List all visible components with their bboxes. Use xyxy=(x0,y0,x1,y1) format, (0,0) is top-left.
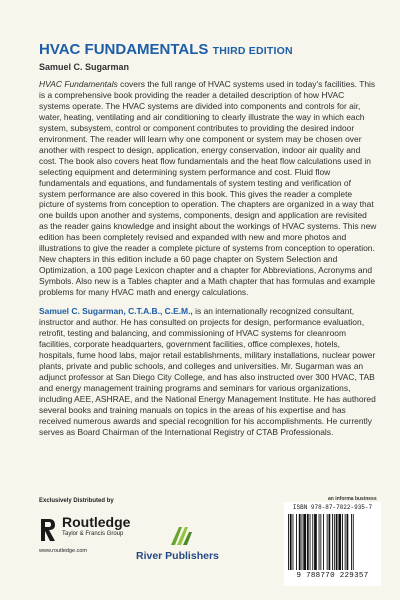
barcode-bar xyxy=(288,514,289,570)
bio-author-name: Samuel C. Sugarman, C.T.A.B., C.E.M., xyxy=(39,306,193,317)
barcode-bar xyxy=(312,514,313,570)
barcode-bar xyxy=(290,514,292,570)
barcode-bar xyxy=(307,514,309,570)
barcode-bar xyxy=(347,514,349,570)
bio-text: is an internationally recognized consultant, instructor and author. He has consulted on projects for design, performance evaluation, retrofit, testing and balancing, and commissioning of HVAC systems for cleanroom facilities, corporate headquarters, government facilities, office complexes, hotels, hospitals, fume hood labs, major retail establishments, military installations, nuclear power plants, private and public schools, and colleges and universities. Mr. Sugarman was an adjunct professor at San Diego City College, and has also instructed over 300 HVAC, TAB and energy management training programs and seminars for various organizations, including AEE, ASHRAE, and the National Energy Management Institute. He has authored several books and training manuals on topics in the areas of his expertise and has received numerous awards and special recognition for his accomplishments. He currently serves as Board Chairman of the International Registry of CTAB Professionals. xyxy=(39,306,376,437)
distributed-by-label: Exclusively Distributed by xyxy=(39,498,114,504)
barcode-bar xyxy=(303,514,306,570)
barcode-bar xyxy=(332,514,333,570)
routledge-name: Routledge xyxy=(62,514,131,530)
cover-text-column xyxy=(39,42,377,438)
routledge-subtitle: Taylor & Francis Group xyxy=(62,531,124,537)
publisher-footer xyxy=(0,494,400,600)
barcode-bar xyxy=(353,514,354,570)
barcode-bars xyxy=(284,514,381,572)
barcode-bar xyxy=(296,514,297,570)
barcode-bar xyxy=(320,514,321,570)
barcode-digits: 9 788770 229357 xyxy=(296,572,369,580)
river-publishers-emblem-icon xyxy=(168,524,194,548)
barcode-bar xyxy=(329,514,331,570)
barcode-bar xyxy=(310,514,311,570)
barcode-bar xyxy=(334,514,335,570)
barcode-bar xyxy=(336,514,338,570)
barcode-bar xyxy=(338,514,341,570)
description-text: covers the full range of HVAC systems used in today's facilities. This is a comprehensive book providing the reader a detailed description of how HVAC systems operate. The HVAC systems are divided into components and controls for air, water, heating, ventilating and air conditioning to clearly illustrate the way in which each system, subsystem, control or component contributes to providing the desired indoor environment. The reader will learn why one component or system may be chosen over another with respect to design, application, energy conservation, indoor air quality and cost. The book also covers heat flow fundamentals and the heat flow calculations used in selecting equipment and determining system performance and cost. Fluid flow fundamentals and equations, and fundamentals of system testing and verification of system performance are also covered in this book. This gives the reader a complete picture of systems from conception to operation. The chapters are organized in a way that one builds upon another and systems, components, design and application are revisited as the reader gains knowledge and insight about the workings of HVAC systems. This new edition has been completely revised and expanded with new and more photos and illustrations to give the reader a complete picture of systems from conception to operation. New chapters in this edition include a 60 page chapter on System Selection and Optimization, a 100 page Lexicon chapter and a chapter for Abbreviations, Acronyms and Symbols. Also new is a Tables chapter and a Math chapter that has formulas and example problems for many HVAC math and energy calculations. xyxy=(39,79,377,298)
barcode-bar xyxy=(293,514,294,570)
river-publishers-name: River Publishers xyxy=(136,550,219,562)
title-main: HVAC FUNDAMENTALS xyxy=(39,41,209,58)
routledge-url: www.routledge.com xyxy=(39,548,87,554)
edition-label: THIRD EDITION xyxy=(212,45,293,57)
barcode-bar xyxy=(319,514,320,570)
isbn-text: ISBN 978-87-7022-935-7 xyxy=(292,504,373,511)
author-name: Samuel C. Sugarman xyxy=(39,62,130,72)
barcode-bar xyxy=(345,514,346,570)
barcode-bar xyxy=(351,514,352,570)
description-paragraph xyxy=(39,79,377,298)
author-bio-paragraph xyxy=(39,306,377,437)
barcode-bar xyxy=(323,514,324,570)
isbn-barcode xyxy=(284,502,381,586)
barcode-bar xyxy=(302,514,303,570)
routledge-emblem-icon xyxy=(39,517,57,543)
barcode-bar xyxy=(314,514,317,570)
river-publishers-logo xyxy=(124,524,224,566)
informa-tagline: an informa business xyxy=(328,496,377,502)
barcode-bar xyxy=(327,514,328,570)
barcode-bar xyxy=(299,514,301,570)
description-book-title: HVAC Fundamentals xyxy=(39,79,118,89)
book-title xyxy=(39,42,377,59)
barcode-bar xyxy=(342,514,343,570)
